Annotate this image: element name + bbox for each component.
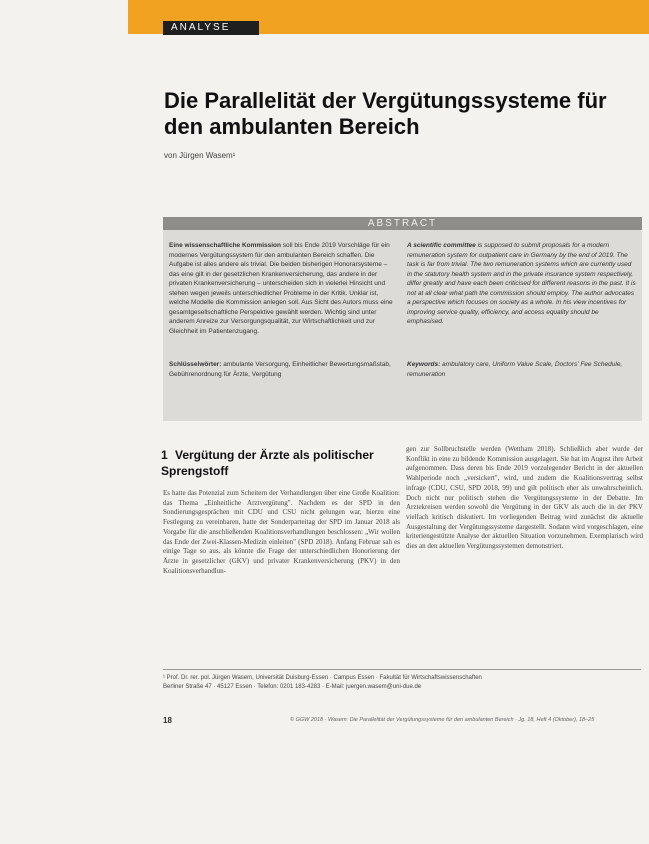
section-heading-text: Vergütung der Ärzte als politischer Sprengstoff (161, 448, 374, 478)
article-author: von Jürgen Wasem¹ (164, 151, 236, 160)
keywords-english-label: Keywords: (407, 361, 441, 368)
abstract-german-lead: Eine wissenschaftliche Kommission (169, 242, 281, 249)
footnote-line-2: Berliner Straße 47 · 45127 Essen · Telefon: 0201 183-4283 · E-Mail: juergen.wasem@uni-due.de (163, 684, 422, 690)
abstract-english (407, 241, 637, 327)
body-text-left: Es hatte das Potenzial zum Scheitern der Verhandlungen über eine Große Koalition: das Thema „Einheitliche Arztvergütung". Nachdem es der SPD in den Sondierungsgesprächen mit CDU und CSU nicht gelungen war, hierzu eine Festlegung zu vereinbaren, hatte der Sonderparteitag der SPD im Januar 2018 als Vorgabe für die anschließenden Koalitionsverhandlungen beschlossen: „Wir wollen das Ende der Zwei-Klassen-Medizin einleiten" (SPD 2018). Anfang Februar sah es einige Tage so aus, als könnte die Frage der unterschiedlichen Honorierung der Ärzte in gesetzlicher (GKV) und privater Krankenversicherung (PKV) in den Koalitionsverhandlun- (163, 489, 400, 575)
footnote-line-1: ¹ Prof. Dr. rer. pol. Jürgen Wasem, Universität Duisburg-Essen · Campus Essen · Fakultät für Wirtschaftswissenschaften (163, 675, 482, 681)
abstract-english-text: is supposed to submit proposals for a modern remuneration system for outpatient care in Germany by the end of 2019. The task is far from trivial. The two remuneration systems which are currently used in the statutory health system and in the private insurance system respectively, differ greatly and have each been criticised for different reasons in the past. It is not at all clear what path the commission should employ. The author advocates a perspective which focuses on society as a whole. In his view incentives for improving service quality, efficiency, and access equality should be emphasised. (407, 242, 636, 325)
section-number: 1 (161, 448, 168, 462)
keywords-german-text: ambulante Versorgung, Einheitlicher Bewertungsmaßstab, Gebührenordnung für Ärzte, Vergütung (169, 361, 391, 378)
keywords-german (169, 360, 399, 379)
keywords-english (407, 360, 637, 379)
keywords-german-label: Schlüsselwörter: (169, 361, 222, 368)
abstract-label: ABSTRACT (163, 217, 642, 230)
abstract-box (163, 217, 642, 421)
body-text-right: gen zur Sollbruchstelle werden (Wettham 2018). Schließlich aber wurde der Konflikt in eine zu bildende Kommission ausgelagert. Sie hat im August ihre Arbeit aufgenommen. Dass deren bis Ende 2019 vorzulegender Bericht in der aktuellen Wahlperiode noch „versickert", wird, und zudem die Koalitionsvertrag selbst infrage (CDU, CSU, SPD 2018, 99) und gilt politisch eher als unwahrscheinlich. Doch nicht nur politisch stehen die Vergütungssysteme in der Debatte. Im Arztekreisen werden sowohl die Vergütung in der GKV als auch die in der PKV vielfach kritisch diskutiert. Im vorliegenden Beitrag wird zunächst die aktuelle Ausgestaltung der Vergütungssysteme dargestellt. Sodann wird vorgeschlagen, eine kriteriengestützte Analyse der aktuellen Situation vorzunehmen. Exemplarisch wird dies an den aktuellen Vergütungssystemen demonstriert. (406, 445, 643, 551)
keywords-english-text: ambulatory care, Uniform Value Scale, Doctors' Fee Schedule, remuneration (407, 361, 623, 378)
abstract-english-lead: A scientific committee (407, 242, 476, 249)
section-tag: ANALYSE (163, 21, 259, 35)
abstract-german-text: soll bis Ende 2019 Vorschläge für ein modernes Vergütungssystem für den ambulanten Bereich schaffen. Die Aufgabe ist alles andere als trivial. Die beiden bisherigen Honorarsysteme – das eine gilt in der gesetzlichen Krankenversicherung, das andere in der privaten Krankenversicherung – unterscheiden sich in vielerlei Hinsicht und stehen wegen jeweils unterschiedlicher Probleme in der Kritik. Unklar ist, welche Modelle die Kommission anlegen soll. Aus Sicht des Autors muss eine gesamtgesellschaftliche Perspektive gewählt werden. Wichtig sind unter anderem Anreize zur Versorgungsqualität, zur Wirtschaftlichkeit und zur Gleichheit im Patientenzugang. (169, 242, 393, 335)
section-heading (161, 447, 401, 479)
page-number: 18 (163, 716, 172, 725)
author-footnote (163, 674, 633, 692)
running-footer: © GGW 2018 · Wasem: Die Parallelität der Vergütungssysteme für den ambulanten Bereich · Jg. 18, Heft 4 (Oktober), 18–25 (290, 717, 595, 723)
article-title: Die Parallelität der Vergütungssysteme für den ambulanten Bereich (164, 88, 607, 139)
abstract-german (169, 241, 399, 336)
footnote-divider (163, 669, 641, 670)
